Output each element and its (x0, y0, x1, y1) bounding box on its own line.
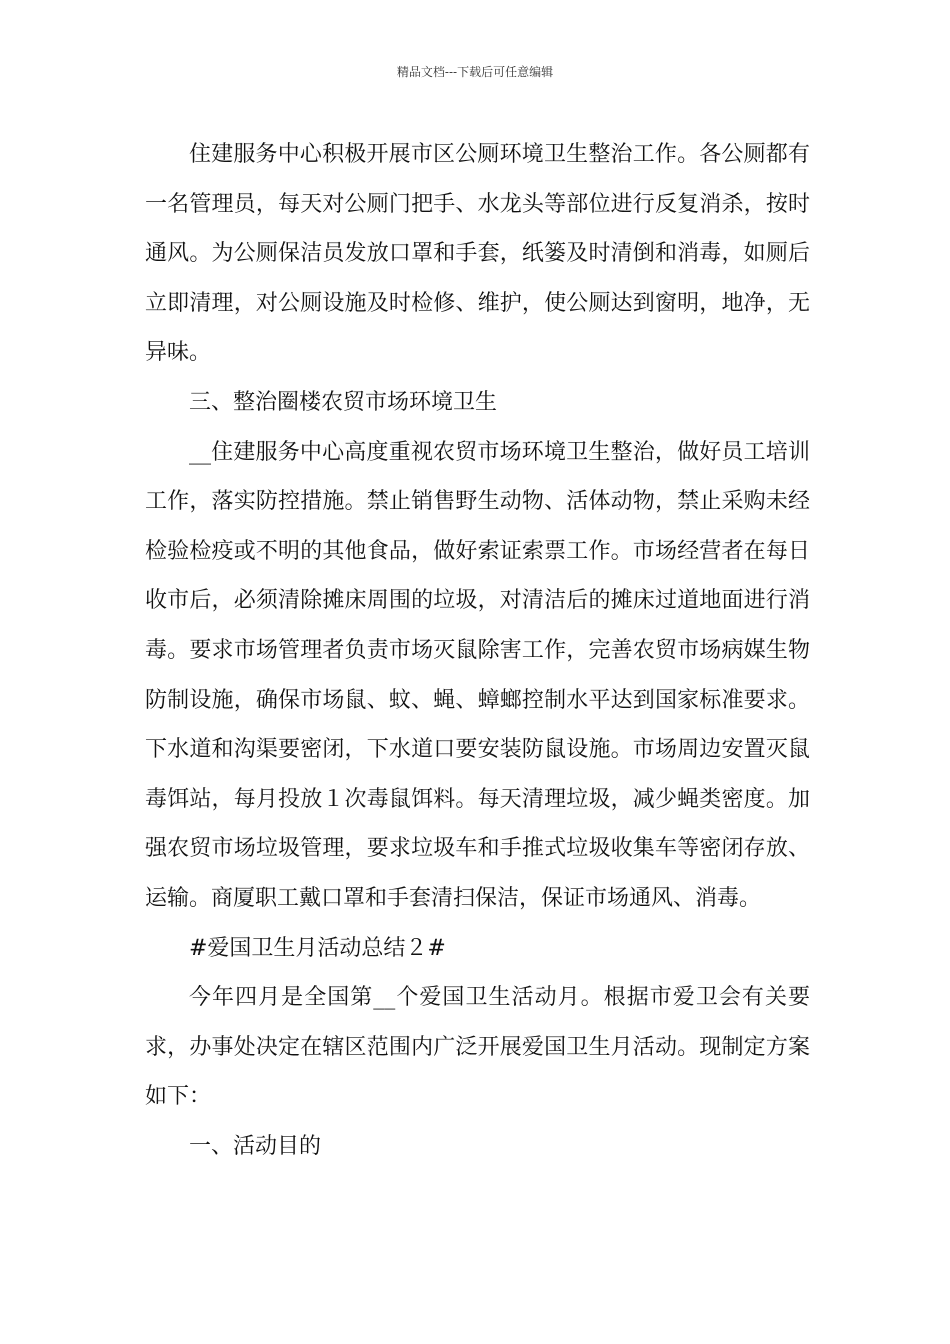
section-heading-market: 三、整治圈楼农贸市场环境卫生 (189, 389, 498, 415)
document-body (145, 130, 810, 1171)
page-header: 精品文档---下载后可任意编辑 (396, 65, 554, 79)
paragraph-market-sanitation: __住建服务中心高度重视农贸市场环境卫生整治，做好员工培训工作，落实防控措施。禁止销售野生动物、活体动物，禁止采购未经检验检疫或不明的其他食品，做好索证索票工作。市场经营者在每日收市后，必须清除摊床周围的垃圾，对清洁后的摊床过道地面进行消毒。要求市场管理者负责市场灭鼠除害工作，完善农贸市场病媒生物防制设施，确保市场鼠、蚊、蝇、蟑螂控制水平达到国家标准要求。下水道和沟渠要密闭，下水道口要安装防鼠设施。市场周边安置灭鼠毒饵站，每月投放１次毒鼠饵料。每天清理垃圾，减少蝇类密度。加强农贸市场垃圾管理，要求垃圾车和手推式垃圾收集车等密闭存放、运输。商厦职工戴口罩和手套清扫保洁，保证市场通风、消毒。 (145, 439, 810, 911)
paragraph-public-toilets: 住建服务中心积极开展市区公厕环境卫生整治工作。各公厕都有一名管理员，每天对公厕门把手、水龙头等部位进行反复消杀，按时通风。为公厕保洁员发放口罩和手套，纸篓及时清倒和消毒，如厕后立即清理，对公厕设施及时检修、维护，使公厕达到窗明，地净，无异味。 (145, 142, 810, 366)
section-heading-purpose: 一、活动目的 (189, 1133, 322, 1159)
summary-title: #爱国卫生月活动总结２# (189, 935, 446, 961)
paragraph-activity-month: 今年四月是全国第__个爱国卫生活动月。根据市爱卫会有关要求，办事处决定在辖区范围内广泛开展爱国卫生月活动。现制定方案如下： (145, 985, 810, 1110)
